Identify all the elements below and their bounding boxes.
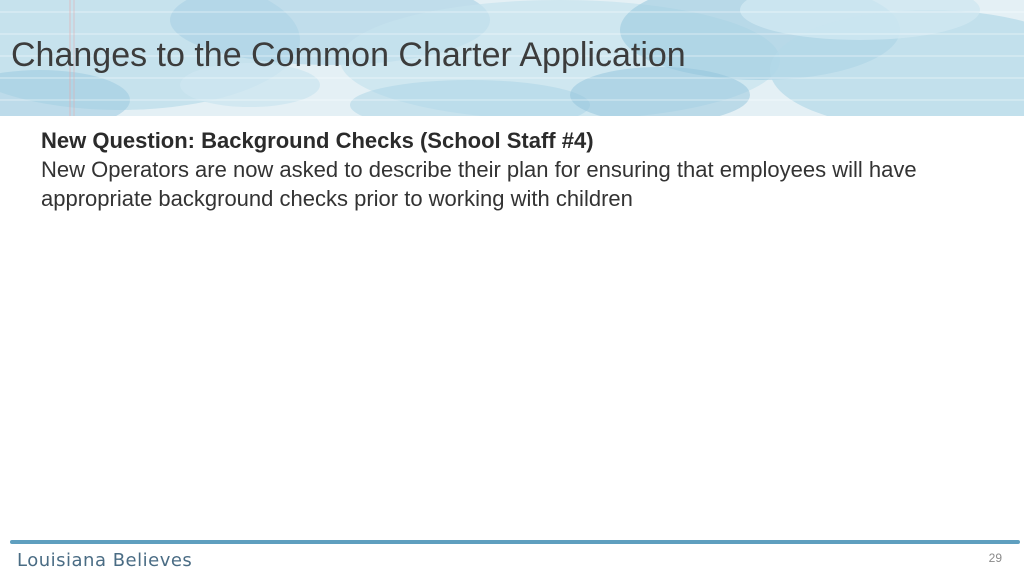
louisiana-believes-logo: Louisiana Believes — [17, 550, 193, 571]
footer-divider — [10, 540, 1020, 544]
question-heading: New Question: Background Checks (School Staff #4) — [41, 128, 594, 153]
page-title: Changes to the Common Charter Application — [11, 36, 686, 74]
header-banner — [0, 0, 1024, 116]
page-number: 29 — [988, 551, 1002, 565]
question-block — [41, 126, 1001, 213]
question-description: New Operators are now asked to describe their plan for ensuring that employees will have appropriate background checks prior to working with children — [41, 157, 917, 211]
